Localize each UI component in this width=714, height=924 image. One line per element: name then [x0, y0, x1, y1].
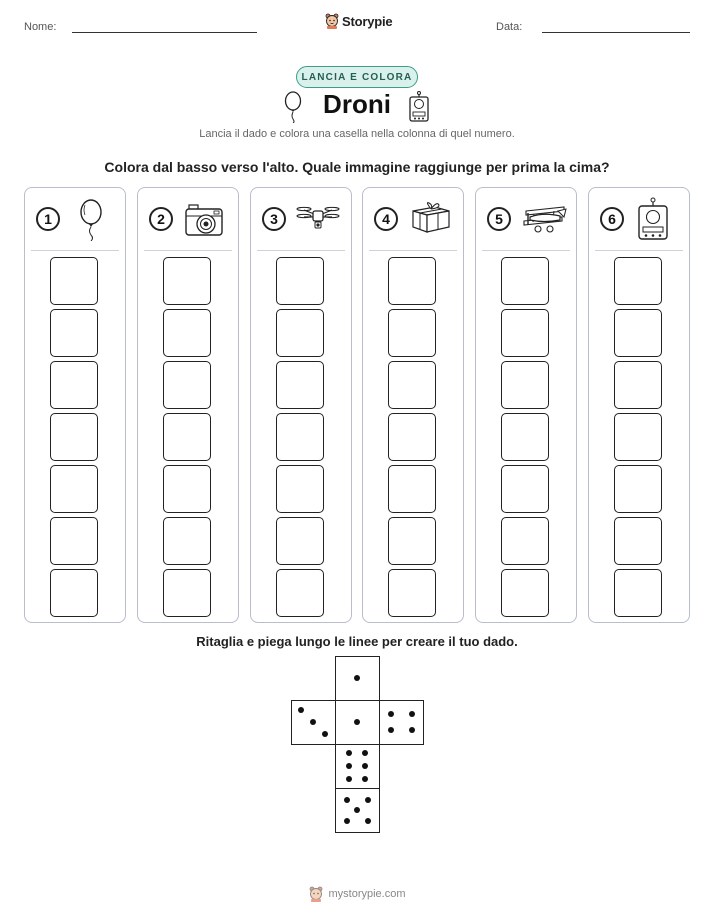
dice-pip: [388, 711, 394, 717]
dice-pip: [322, 731, 328, 737]
column-header: [138, 188, 238, 250]
dice-pip: [310, 719, 316, 725]
biplane-icon: [520, 197, 568, 241]
column-divider: [257, 250, 345, 251]
dice-face-left: [291, 700, 336, 745]
column-1: [24, 187, 126, 623]
dice-pip: [388, 727, 394, 733]
color-cell[interactable]: [501, 257, 549, 305]
dice-face-top: [335, 656, 380, 701]
dice-pip: [298, 707, 304, 713]
column-2: [137, 187, 239, 623]
dice-pip: [354, 807, 360, 813]
dice-face-center: [335, 700, 380, 745]
column-number: 3: [262, 207, 286, 231]
color-cell[interactable]: [501, 413, 549, 461]
color-cell[interactable]: [50, 465, 98, 513]
dice-pip: [409, 711, 415, 717]
dice-pip: [362, 776, 368, 782]
color-cell[interactable]: [614, 257, 662, 305]
balloon-icon: [69, 197, 117, 241]
color-cell[interactable]: [388, 309, 436, 357]
color-cell[interactable]: [388, 465, 436, 513]
color-cell[interactable]: [163, 569, 211, 617]
color-cell[interactable]: [50, 517, 98, 565]
column-divider: [144, 250, 232, 251]
color-cell[interactable]: [501, 309, 549, 357]
color-cell[interactable]: [50, 569, 98, 617]
date-line: [542, 32, 690, 33]
dice-pip: [365, 818, 371, 824]
column-number: 5: [487, 207, 511, 231]
column-divider: [595, 250, 683, 251]
dice-pip: [354, 675, 360, 681]
column-3: [250, 187, 352, 623]
dice-face-bottom: [335, 788, 380, 833]
dice-pip: [365, 797, 371, 803]
color-cell[interactable]: [276, 465, 324, 513]
storypie-mascot-icon: [325, 13, 339, 29]
color-cell[interactable]: [163, 361, 211, 409]
dice-pip: [354, 719, 360, 725]
dice-pip: [346, 776, 352, 782]
color-cell[interactable]: [388, 413, 436, 461]
column-number: 4: [374, 207, 398, 231]
color-cell[interactable]: [614, 517, 662, 565]
color-cell[interactable]: [50, 361, 98, 409]
name-line: [72, 32, 257, 33]
gift-box-icon: [407, 197, 455, 241]
color-cell[interactable]: [276, 361, 324, 409]
activity-badge: LANCIA E COLORA: [296, 66, 418, 88]
color-cell[interactable]: [388, 517, 436, 565]
color-cell[interactable]: [163, 413, 211, 461]
column-header: [363, 188, 463, 250]
dice-pip: [344, 797, 350, 803]
dice-pip: [362, 763, 368, 769]
color-cell[interactable]: [50, 257, 98, 305]
color-cell[interactable]: [163, 309, 211, 357]
column-header: [251, 188, 351, 250]
coloring-instruction: Colora dal basso verso l'alto. Quale immagine raggiunge per prima la cima?: [104, 159, 610, 175]
column-header: [476, 188, 576, 250]
dice-instruction: Ritaglia e piega lungo le linee per creare il tuo dado.: [196, 634, 518, 649]
color-cell[interactable]: [614, 413, 662, 461]
color-cell[interactable]: [276, 413, 324, 461]
robot-icon: [407, 91, 431, 123]
camera-icon: [182, 197, 230, 241]
column-5: [475, 187, 577, 623]
color-cell[interactable]: [614, 361, 662, 409]
color-cell[interactable]: [276, 517, 324, 565]
brand-logo: [325, 13, 392, 29]
column-header: [25, 188, 125, 250]
color-cell[interactable]: [614, 309, 662, 357]
dice-pip: [346, 750, 352, 756]
color-cell[interactable]: [501, 569, 549, 617]
color-cell[interactable]: [388, 569, 436, 617]
column-divider: [31, 250, 119, 251]
color-cell[interactable]: [388, 257, 436, 305]
footer: [0, 886, 714, 902]
name-label: Nome:: [24, 21, 57, 33]
color-cell[interactable]: [163, 257, 211, 305]
column-divider: [369, 250, 457, 251]
column-number: 6: [600, 207, 624, 231]
dice-pip: [346, 763, 352, 769]
column-4: [362, 187, 464, 623]
dice-pip: [344, 818, 350, 824]
color-cell[interactable]: [276, 257, 324, 305]
page-title: Droni: [323, 89, 391, 119]
color-cell[interactable]: [50, 309, 98, 357]
column-6: [588, 187, 690, 623]
footer-url: mystorypie.com: [328, 888, 406, 900]
dice-face-right: [379, 700, 424, 745]
dice-pip: [362, 750, 368, 756]
color-cell[interactable]: [276, 569, 324, 617]
brand-name: Storypie: [342, 13, 393, 29]
page-subtitle: Lancia il dado e colora una casella nella colonna di quel numero.: [199, 128, 515, 140]
color-cell[interactable]: [614, 465, 662, 513]
storypie-mascot-icon: [308, 886, 324, 902]
color-cell[interactable]: [614, 569, 662, 617]
drone-icon: [295, 197, 343, 241]
column-number: 2: [149, 207, 173, 231]
color-cell[interactable]: [50, 413, 98, 461]
column-divider: [482, 250, 570, 251]
color-cell[interactable]: [501, 361, 549, 409]
column-header: [589, 188, 689, 250]
color-cell[interactable]: [163, 465, 211, 513]
color-cell[interactable]: [501, 517, 549, 565]
robot-icon: [633, 197, 681, 241]
color-cell[interactable]: [276, 309, 324, 357]
color-cell[interactable]: [501, 465, 549, 513]
color-cell[interactable]: [163, 517, 211, 565]
column-number: 1: [36, 207, 60, 231]
dice-face-lower: [335, 744, 380, 789]
date-label: Data:: [496, 21, 523, 33]
dice-pip: [409, 727, 415, 733]
color-cell[interactable]: [388, 361, 436, 409]
